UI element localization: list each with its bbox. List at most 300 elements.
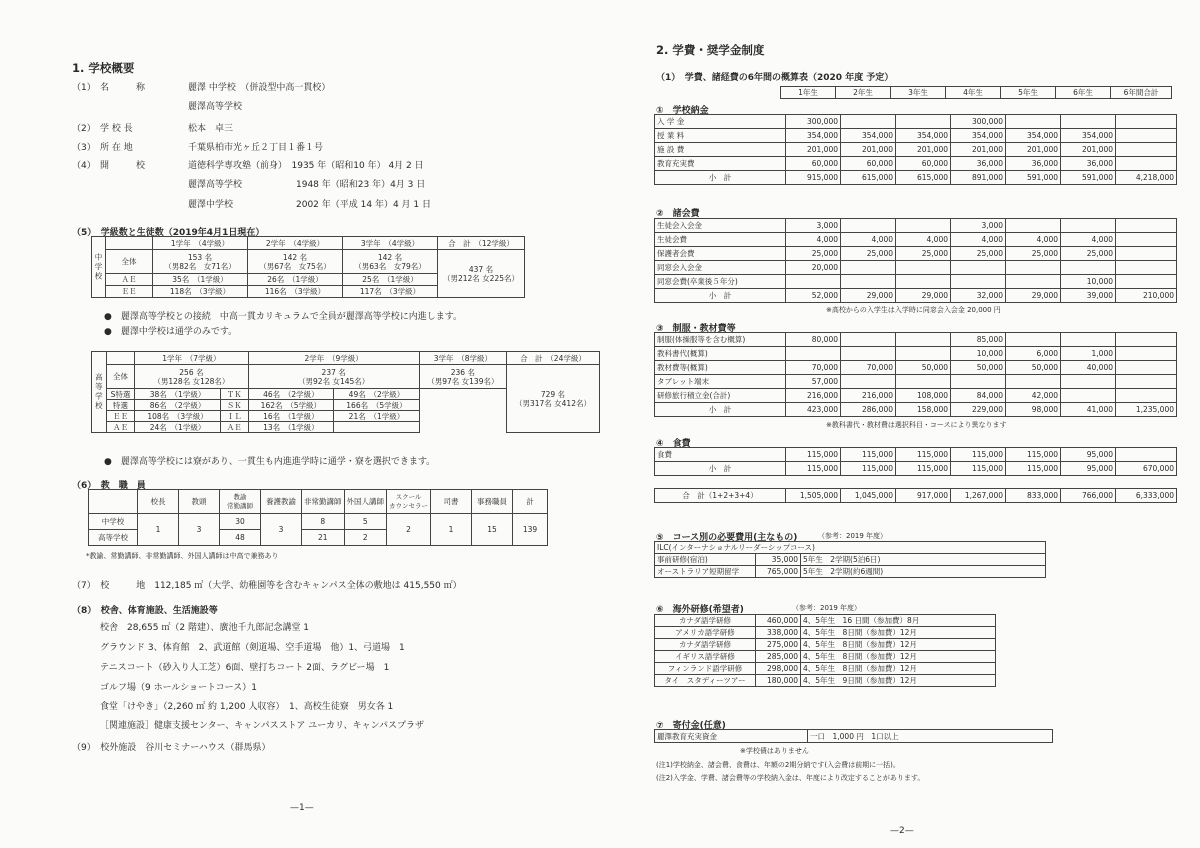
- table-row: [655, 247, 1177, 261]
- table-cell: 20,000: [786, 261, 841, 275]
- table-cell: [841, 115, 896, 129]
- table-cell: 一口 1,000 円 1口以上: [808, 730, 1053, 743]
- header-line: 養護教諭: [266, 497, 296, 506]
- grand-total-cell: 6,333,000: [1116, 489, 1177, 503]
- group-title: ③ 制服・教材費等: [656, 324, 736, 334]
- subtotal-cell: 115,000: [841, 462, 896, 476]
- total-line: 237 名: [321, 367, 346, 377]
- table-row: [655, 219, 1177, 233]
- total-cell: [343, 250, 438, 274]
- table-cell: 36,000: [951, 157, 1006, 171]
- staff-note: *教諭、常勤講師、非常勤講師、外国人講師は中高で兼務あり: [86, 552, 279, 560]
- table-cell: [1116, 448, 1177, 462]
- year-column-header: 1年生: [781, 87, 836, 99]
- table-cell: [1061, 261, 1116, 275]
- table-cell: 教科書代(概算): [655, 347, 786, 361]
- off-campus: （9） 校外施設 谷川セミナーハウス（群馬県）: [72, 743, 271, 753]
- info-label: 開 校: [100, 161, 146, 171]
- overseas-table: [654, 614, 996, 687]
- header-line: 常勤講師: [227, 501, 253, 510]
- table-cell: 3: [179, 514, 220, 546]
- header-line: カウンセラー: [389, 501, 428, 510]
- table-row: [655, 542, 1046, 554]
- table-cell: 3: [261, 514, 302, 546]
- table-cell: 35,000: [756, 554, 801, 566]
- page-number: —1—: [290, 803, 314, 813]
- year-column-header: 6年生: [1056, 87, 1111, 99]
- table-cell: [1116, 261, 1177, 275]
- table-row: [655, 157, 1177, 171]
- table-cell: ＡＥ: [106, 274, 153, 286]
- total-line: 142 名: [377, 252, 403, 262]
- info-label: 名 称: [100, 83, 146, 93]
- subtotal-cell: 95,000: [1061, 462, 1116, 476]
- staff-header: [179, 490, 220, 514]
- total-cell: [153, 250, 248, 274]
- info-value: 麗澤 中学校 （併設型中高一貫校）: [188, 83, 331, 93]
- subtotal-cell: 591,000: [1061, 171, 1116, 185]
- table-cell: [1116, 219, 1177, 233]
- table-cell: 354,000: [951, 129, 1006, 143]
- header-line: 計: [526, 497, 534, 506]
- info-label: 所 在 地: [100, 143, 133, 153]
- table-cell: タブレット端末: [655, 375, 786, 389]
- table-cell: 4,000: [1061, 233, 1116, 247]
- student-count-title: （5） 学級数と生徒数（2019年4月1日現在）: [72, 228, 265, 238]
- table-cell: S特選: [106, 389, 134, 400]
- total-line: （男92名 女145名）: [298, 376, 370, 386]
- note: ● 麗澤高等学校には寮があり、一貫生も内進進学時に通学・寮を選択できます。: [104, 457, 436, 467]
- grand-total-cell: 766,000: [1061, 489, 1116, 503]
- table-cell: [951, 275, 1006, 289]
- subtotal-cell: 115,000: [896, 462, 951, 476]
- total-line: （男82名 女71名）: [164, 261, 236, 271]
- table-cell: 高等学校: [89, 530, 138, 546]
- table-cell: 50,000: [896, 361, 951, 375]
- table-cell: [89, 490, 138, 514]
- table-cell: 48: [220, 530, 261, 546]
- total-cell: [135, 365, 248, 389]
- header-line: スクール: [395, 492, 422, 501]
- table-cell: 制服(体操服等を含む概算): [655, 333, 786, 347]
- table-cell: [896, 347, 951, 361]
- header-line: 校長: [150, 497, 166, 506]
- table-cell: 2学年 （4学級）: [248, 237, 343, 250]
- table-cell: タイ スタディーツアー: [655, 675, 756, 687]
- facility-item: テニスコート（砂入り人工芝）6面、壁打ちコート 2面、ラグビー場 1: [100, 663, 390, 673]
- staff-header: [138, 490, 179, 514]
- year-header: [780, 86, 1172, 99]
- subtotal-cell: 158,000: [896, 403, 951, 417]
- table-cell: [1116, 361, 1177, 375]
- table-row: [655, 554, 1046, 566]
- table-cell: [1116, 157, 1177, 171]
- subtotal-cell: 1,235,000: [1116, 403, 1177, 417]
- year-column-header: 4年生: [946, 87, 1001, 99]
- table-cell: 13名 （1学級）: [248, 422, 334, 433]
- table-cell: 60,000: [841, 157, 896, 171]
- table-cell: [1061, 389, 1116, 403]
- group-title: ⑤ コース別の必要費用(主なもの): [656, 533, 798, 543]
- staff-header: [220, 490, 261, 514]
- header-line: 教頭: [191, 497, 207, 506]
- tuition-table: [654, 114, 1177, 185]
- table-cell: カナダ語学研修: [655, 615, 756, 627]
- table-row: [655, 115, 1177, 129]
- staff-header: [261, 490, 302, 514]
- subtotal-cell: 229,000: [951, 403, 1006, 417]
- table-cell: 285,000: [756, 651, 801, 663]
- staff-header: [431, 490, 472, 514]
- table-cell: 生徒会入会金: [655, 219, 786, 233]
- table-cell: 275,000: [756, 639, 801, 651]
- table-cell: 201,000: [841, 143, 896, 157]
- table-cell: [106, 352, 134, 365]
- table-cell: 25,000: [841, 247, 896, 261]
- table-cell: [1006, 115, 1061, 129]
- group-title: ① 学校納金: [656, 106, 709, 116]
- reference-year: （参考：2019 年度）: [792, 604, 862, 612]
- table-cell: [1116, 129, 1177, 143]
- total-line: （男97名 女139名）: [427, 376, 499, 386]
- footnote: (注1)学校納金、諸会費、食費は、年額の2期分納です(入会費は前期に一括)。: [656, 761, 900, 769]
- grand-total-cell: 1,505,000: [786, 489, 841, 503]
- table-cell: [1116, 247, 1177, 261]
- subtotal-cell: 29,000: [841, 289, 896, 303]
- staff-header: [472, 490, 513, 514]
- facility-item: ゴルフ場（9 ホールショートコース）1: [100, 683, 257, 693]
- total-cell: [248, 250, 343, 274]
- course-cost-table: [654, 541, 1046, 578]
- table-cell: 115,000: [841, 448, 896, 462]
- table-cell: 全体: [106, 250, 153, 274]
- table-cell: [1116, 233, 1177, 247]
- table-cell: 3,000: [786, 219, 841, 233]
- table-cell: 70,000: [841, 361, 896, 375]
- info-value: 松本 卓三: [188, 124, 234, 134]
- uniform-table: [654, 332, 1177, 417]
- table-row: [655, 403, 1177, 417]
- table-cell: 115,000: [896, 448, 951, 462]
- table-cell: オーストラリア短期留学: [655, 566, 756, 578]
- table-cell: 300,000: [786, 115, 841, 129]
- table-cell: 2学年 （9学級）: [248, 352, 419, 365]
- total-cell: [248, 365, 419, 389]
- table-row: [655, 615, 996, 627]
- subtotal-cell: 115,000: [786, 462, 841, 476]
- table-cell: ＥＥ: [106, 286, 153, 298]
- table-cell: 201,000: [1061, 143, 1116, 157]
- info-num: （4）: [72, 161, 96, 171]
- table-cell: [896, 261, 951, 275]
- table-cell: 60,000: [786, 157, 841, 171]
- table-cell: [1116, 333, 1177, 347]
- subtotal-cell: 670,000: [1116, 462, 1177, 476]
- subtotal-cell: 39,000: [1061, 289, 1116, 303]
- junior-high-table: [91, 236, 525, 298]
- subtotal-cell: 小 計: [655, 462, 786, 476]
- total-line: 729 名: [540, 389, 566, 399]
- table-cell: [1116, 375, 1177, 389]
- table-cell: 26名 （1学級）: [248, 274, 343, 286]
- table-cell: ＡＥ: [220, 422, 248, 433]
- site-area: （7） 校 地 112,185 ㎡（大学、幼稚園等を含むキャンパス全体の敷地は 415,550 ㎡）: [72, 581, 462, 591]
- table-cell: 事前研修(宿泊): [655, 554, 756, 566]
- table-cell: 教育充実費: [655, 157, 786, 171]
- table-cell: [896, 115, 951, 129]
- table-row: [655, 361, 1177, 375]
- table-cell: [1006, 261, 1061, 275]
- year-column-header: 5年生: [1001, 87, 1056, 99]
- table-cell: 4,000: [896, 233, 951, 247]
- table-cell: 300,000: [951, 115, 1006, 129]
- table-cell: 86名 （2学級）: [135, 400, 221, 411]
- grand-total-cell: 合 計（1+2+3+4）: [655, 489, 786, 503]
- table-row: [655, 275, 1177, 289]
- year-column-header: 3年生: [891, 87, 946, 99]
- reference-year: （参考：2019 年度）: [818, 532, 888, 540]
- table-cell: [896, 275, 951, 289]
- table-cell: 36,000: [1061, 157, 1116, 171]
- table-cell: 70,000: [786, 361, 841, 375]
- table-cell: [951, 375, 1006, 389]
- header-line: 非常勤講師: [304, 497, 342, 506]
- donation-table: [654, 729, 1053, 743]
- table-cell: 50,000: [951, 361, 1006, 375]
- table-row: [655, 489, 1177, 503]
- course-header: ILC(インターナショナルリーダーシップコース): [655, 542, 1046, 554]
- grand-total-cell: 1,267,000: [951, 489, 1006, 503]
- table-cell: [951, 261, 1006, 275]
- table-cell: 60,000: [896, 157, 951, 171]
- table-cell: 298,000: [756, 663, 801, 675]
- table-cell: 特選: [106, 400, 134, 411]
- table-cell: [896, 375, 951, 389]
- table-cell: [1006, 275, 1061, 289]
- staff-table: [88, 489, 548, 546]
- table-cell: 46名 （2学級）: [248, 389, 334, 400]
- uniform-note: ※教科書代・教材費は選択科目・コースにより異なります: [826, 421, 1007, 429]
- table-cell: 108,000: [896, 389, 951, 403]
- table-cell: 4、5年生 16 日間（参加費）8月: [801, 615, 996, 627]
- table-cell: 生徒会費: [655, 233, 786, 247]
- table-cell: [1006, 375, 1061, 389]
- table-cell: 2: [387, 514, 431, 546]
- table-cell: 3,000: [951, 219, 1006, 233]
- total-line: （男63名 女79名）: [354, 261, 426, 271]
- table-cell: [841, 275, 896, 289]
- table-cell: 麗澤教育充実資金: [655, 730, 808, 743]
- table-cell: [896, 219, 951, 233]
- facility-item: ［関連施設］健康支援センター、キャンパスストア ユーカリ、キャンパスプラザ: [100, 721, 424, 731]
- table-cell: 80,000: [786, 333, 841, 347]
- table-cell: 21名 （1学級）: [334, 411, 420, 422]
- total-line: 153 名: [187, 252, 213, 262]
- table-cell: 354,000: [896, 129, 951, 143]
- table-cell: 216,000: [786, 389, 841, 403]
- table-cell: 4,000: [841, 233, 896, 247]
- table-row: [655, 129, 1177, 143]
- table-cell: [786, 347, 841, 361]
- table-cell: ＡＥ: [106, 422, 134, 433]
- table-cell: [896, 333, 951, 347]
- table-cell: 25,000: [951, 247, 1006, 261]
- table-cell: 25,000: [786, 247, 841, 261]
- table-cell: 8: [302, 514, 345, 530]
- grand-total-cell: 917,000: [896, 489, 951, 503]
- table-cell: 49名 （2学級）: [334, 389, 420, 400]
- total-cell: [506, 365, 599, 433]
- table-cell: 30: [220, 514, 261, 530]
- table-cell: 同窓会費(卒業後５年分): [655, 275, 786, 289]
- subtotal-cell: 891,000: [951, 171, 1006, 185]
- total-line: （男67名 女75名）: [259, 261, 331, 271]
- table-cell: [1061, 375, 1116, 389]
- subtotal-cell: 4,218,000: [1116, 171, 1177, 185]
- table-cell: 201,000: [951, 143, 1006, 157]
- table-row: [92, 237, 525, 250]
- table-cell: 施 設 費: [655, 143, 786, 157]
- table-cell: ＩＬ: [220, 411, 248, 422]
- table-cell: 合 計 （24学級）: [506, 352, 599, 365]
- table-cell: 338,000: [756, 627, 801, 639]
- table-cell: ＴＫ: [220, 389, 248, 400]
- total-line: （男212名 女225名）: [442, 273, 519, 283]
- subtotal-cell: 591,000: [1006, 171, 1061, 185]
- table-cell: [1061, 219, 1116, 233]
- grand-total-cell: 1,045,000: [841, 489, 896, 503]
- header-line: 教諭: [233, 492, 247, 501]
- table-cell: 同窓会入会金: [655, 261, 786, 275]
- table-cell: 216,000: [841, 389, 896, 403]
- total-line: 142 名: [282, 252, 308, 262]
- high-school-table: [91, 351, 600, 433]
- table-cell: 139: [513, 514, 548, 546]
- table-cell: 1学年 （4学級）: [153, 237, 248, 250]
- table-cell: 5年生 2学期(約6週間): [801, 566, 1046, 578]
- table-cell: 全体: [106, 365, 134, 389]
- table-cell: 85,000: [951, 333, 1006, 347]
- table-cell: [106, 237, 153, 250]
- table-cell: 食費: [655, 448, 786, 462]
- table-row: [655, 566, 1046, 578]
- facilities-title: （8） 校舎、体育施設、生活施設等: [72, 606, 218, 616]
- table-cell: 4、5年生 8日間（参加費）12月: [801, 627, 996, 639]
- info-num: （2）: [72, 124, 96, 134]
- subtotal-cell: 615,000: [841, 171, 896, 185]
- table-cell: 研修旅行積立金(合計): [655, 389, 786, 403]
- section-title: 1. 学校概要: [72, 61, 135, 75]
- table-cell: 117名 （3学級）: [343, 286, 438, 298]
- table-cell: フィンランド語学研修: [655, 663, 756, 675]
- subtotal-cell: 115,000: [951, 462, 1006, 476]
- table-row: [655, 233, 1177, 247]
- table-cell: [1116, 389, 1177, 403]
- table-cell: 高等学校: [92, 352, 107, 433]
- subtotal-cell: 615,000: [896, 171, 951, 185]
- subtotal-cell: 29,000: [896, 289, 951, 303]
- table-cell: 3学年 （4学級）: [343, 237, 438, 250]
- table-cell: 4,000: [1006, 233, 1061, 247]
- section-title: 2. 学費・奨学金制度: [656, 43, 765, 57]
- total-cell: [438, 250, 525, 298]
- table-cell: 115,000: [1006, 448, 1061, 462]
- table-row: [89, 514, 548, 530]
- info-value: 道徳科学専攻塾（前身） 1935 年（昭和10 年） 4月 2 日: [188, 161, 424, 171]
- table-cell: 1: [431, 514, 472, 546]
- table-cell: [841, 375, 896, 389]
- table-row: [655, 375, 1177, 389]
- info-value: 麗澤中学校 2002 年（平成 14 年）4 月 1 日: [188, 200, 431, 210]
- table-cell: 中学校: [89, 514, 138, 530]
- table-cell: 354,000: [1006, 129, 1061, 143]
- table-cell: 2: [344, 530, 387, 546]
- table-row: [655, 171, 1177, 185]
- table-row: [655, 639, 996, 651]
- table-cell: [1006, 219, 1061, 233]
- table-cell: アメリカ語学研修: [655, 627, 756, 639]
- table-cell: [1061, 333, 1116, 347]
- table-cell: [841, 333, 896, 347]
- table-cell: 4、5年生 9日間（参加費）12月: [801, 675, 996, 687]
- table-cell: [841, 219, 896, 233]
- table-cell: 42,000: [1006, 389, 1061, 403]
- table-cell: ＳＫ: [220, 400, 248, 411]
- total-line: 256 名: [179, 367, 204, 377]
- table-cell: 10,000: [1061, 275, 1116, 289]
- table-cell: [1061, 115, 1116, 129]
- table-cell: 4、5年生 8日間（参加費）12月: [801, 663, 996, 675]
- table-row: [655, 730, 1053, 743]
- group-title: ④ 食費: [656, 439, 691, 449]
- table-cell: [1116, 115, 1177, 129]
- table-cell: カナダ語学研修: [655, 639, 756, 651]
- table-row: [655, 389, 1177, 403]
- table-cell: 354,000: [841, 129, 896, 143]
- table-cell: 1,000: [1061, 347, 1116, 361]
- table-row: [92, 365, 600, 389]
- year-column-header: 2年生: [836, 87, 891, 99]
- subtotal-cell: 423,000: [786, 403, 841, 417]
- table-cell: 5: [344, 514, 387, 530]
- table-cell: 84,000: [951, 389, 1006, 403]
- table-cell: 保護者会費: [655, 247, 786, 261]
- table-cell: 16名 （1学級）: [248, 411, 334, 422]
- subtotal-cell: 小 計: [655, 403, 786, 417]
- table-row: [92, 352, 600, 365]
- donation-note: ※学校債はありません: [740, 747, 809, 755]
- grand-total-cell: 833,000: [1006, 489, 1061, 503]
- table-row: [655, 143, 1177, 157]
- subtotal-cell: 98,000: [1006, 403, 1061, 417]
- table-row: [655, 627, 996, 639]
- subtotal-cell: 286,000: [841, 403, 896, 417]
- table-row: [655, 347, 1177, 361]
- table-cell: 1: [138, 514, 179, 546]
- table-cell: [334, 422, 420, 433]
- table-cell: [841, 261, 896, 275]
- table-row: [655, 675, 996, 687]
- table-cell: 25,000: [1006, 247, 1061, 261]
- table-cell: 25,000: [1061, 247, 1116, 261]
- table-cell: 765,000: [756, 566, 801, 578]
- total-line: （男128名 女128名）: [153, 376, 230, 386]
- table-cell: 201,000: [1006, 143, 1061, 157]
- table-cell: 180,000: [756, 675, 801, 687]
- table-row: [655, 261, 1177, 275]
- table-cell: ＥＥ: [106, 411, 134, 422]
- table-cell: 10,000: [951, 347, 1006, 361]
